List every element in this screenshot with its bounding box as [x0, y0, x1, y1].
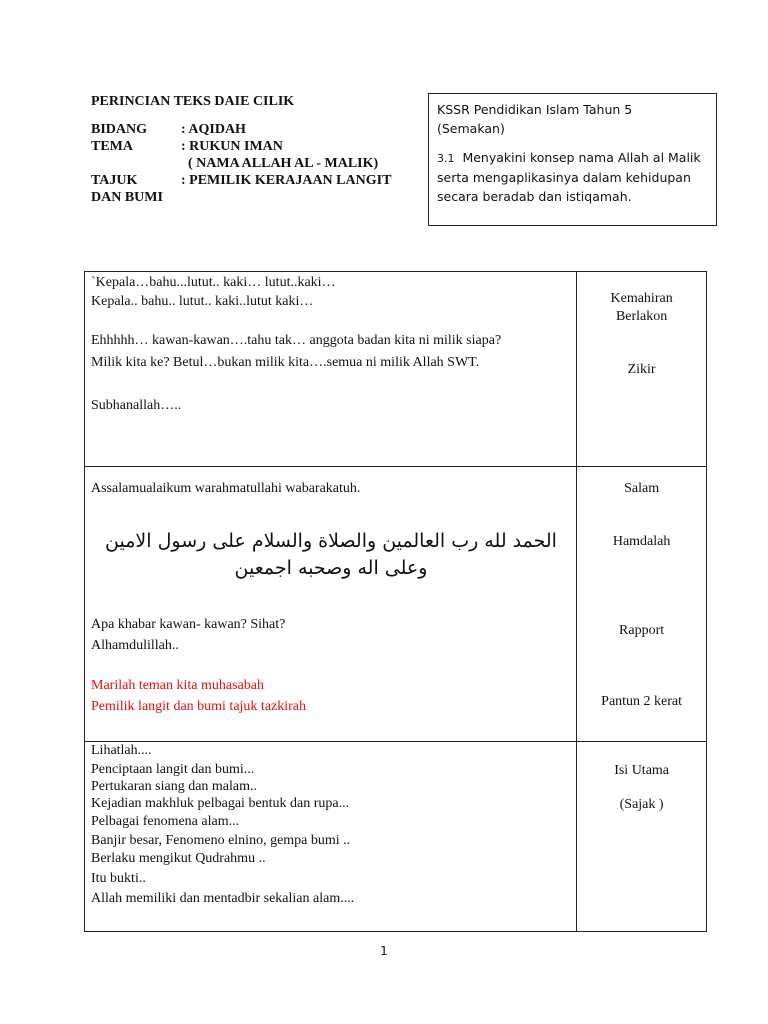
table-row: [85, 742, 707, 932]
kssr-standard-text-2: serta mengaplikasinya dalam kehidupan: [437, 170, 691, 185]
technique-cell: [577, 467, 707, 742]
tema-subtitle: ( NAMA ALLAH AL - MALIK): [188, 156, 379, 171]
script-table: [84, 271, 707, 932]
script-line: Lihatlah....: [91, 743, 152, 758]
script-line: Pertukaran siang dan malam..: [91, 779, 258, 794]
script-line: Milik kita ke? Betul…bukan milik kita….semua ni milik Allah SWT.: [91, 355, 480, 370]
script-cell: [85, 467, 577, 742]
script-line: Berlaku mengikut Qudrahmu ..: [91, 851, 266, 866]
document-header: [91, 93, 421, 206]
arabic-line: وعلى اله وصحبه اجمعين: [234, 557, 428, 579]
kssr-standard-text-3: secara beradab dan istiqamah.: [437, 189, 632, 204]
document-title: PERINCIAN TEKS DAIE CILIK: [91, 94, 295, 109]
technique-label: Zikir: [627, 362, 656, 377]
kssr-standard-line: [437, 148, 708, 168]
technique-cell: [577, 742, 707, 932]
script-line: Ehhhhh… kawan-kawan….tahu tak… anggota badan kita ni milik siapa?: [91, 333, 502, 348]
script-line: Apa khabar kawan- kawan? Sihat?: [91, 617, 286, 632]
pantun-line: Marilah teman kita muhasabah: [91, 678, 264, 693]
tajuk-row: [91, 172, 421, 189]
arabic-line: الحمد لله رب العالمين والصلاة والسلام على رسول الامين: [105, 530, 557, 552]
tajuk-value: : PEMILIK KERAJAAN LANGIT: [181, 173, 392, 188]
script-line: Banjir besar, Fenomeno elnino, gempa bumi ..: [91, 833, 351, 848]
script-line: Kepala.. bahu.. lutut.. kaki..lutut kaki…: [91, 294, 314, 309]
script-line: Subhanallah…..: [91, 398, 182, 413]
bidang-label: BIDANG: [91, 122, 148, 137]
tema-label: TEMA: [91, 139, 133, 154]
technique-label: (Sajak ): [619, 797, 664, 812]
script-line: Assalamualaikum warahmatullahi wabarakatuh.: [91, 481, 361, 496]
technique-cell: [577, 272, 707, 467]
bidang-value: : AQIDAH: [181, 122, 246, 137]
tajuk-label: TAJUK: [91, 173, 138, 188]
kssr-standard-box: [428, 93, 717, 226]
kssr-subject: KSSR Pendidikan Islam Tahun 5: [437, 102, 633, 117]
page-number: 1: [380, 944, 388, 958]
kssr-standard-number: 3.1: [437, 152, 455, 165]
bidang-row: [91, 121, 421, 138]
technique-label: Salam: [624, 481, 660, 496]
tema-row: [91, 138, 421, 155]
technique-label: Kemahiran: [610, 291, 673, 306]
script-line: Alhamdulillah..: [91, 638, 179, 653]
script-cell: [85, 742, 577, 932]
script-line: Kejadian makhluk pelbagai bentuk dan rupa...: [91, 796, 350, 811]
technique-label: Pantun 2 kerat: [601, 694, 683, 709]
pantun-line: Pemilik langit dan bumi tajuk tazkirah: [91, 699, 307, 714]
script-line: Allah memiliki dan mentadbir sekalian alam....: [91, 891, 355, 906]
technique-label: Hamdalah: [612, 534, 671, 549]
kssr-standard-text: Menyakini konsep nama Allah al Malik: [462, 150, 701, 165]
kssr-revision: (Semakan): [437, 121, 505, 136]
script-line: Pelbagai fenomena alam...: [91, 814, 240, 829]
script-cell: [85, 272, 577, 467]
table-row: [85, 272, 707, 467]
tema-value: : RUKUN IMAN: [181, 139, 283, 154]
script-line: Itu bukti..: [91, 871, 146, 886]
table-row: [85, 467, 707, 742]
tajuk-continuation: DAN BUMI: [91, 190, 163, 205]
technique-label: Isi Utama: [614, 763, 670, 778]
script-line: Penciptaan langit dan bumi...: [91, 762, 255, 777]
technique-label: Rapport: [619, 623, 665, 638]
technique-label: Berlakon: [615, 309, 668, 324]
script-line: `Kepala…bahu...lutut.. kaki… lutut..kaki…: [91, 275, 336, 290]
